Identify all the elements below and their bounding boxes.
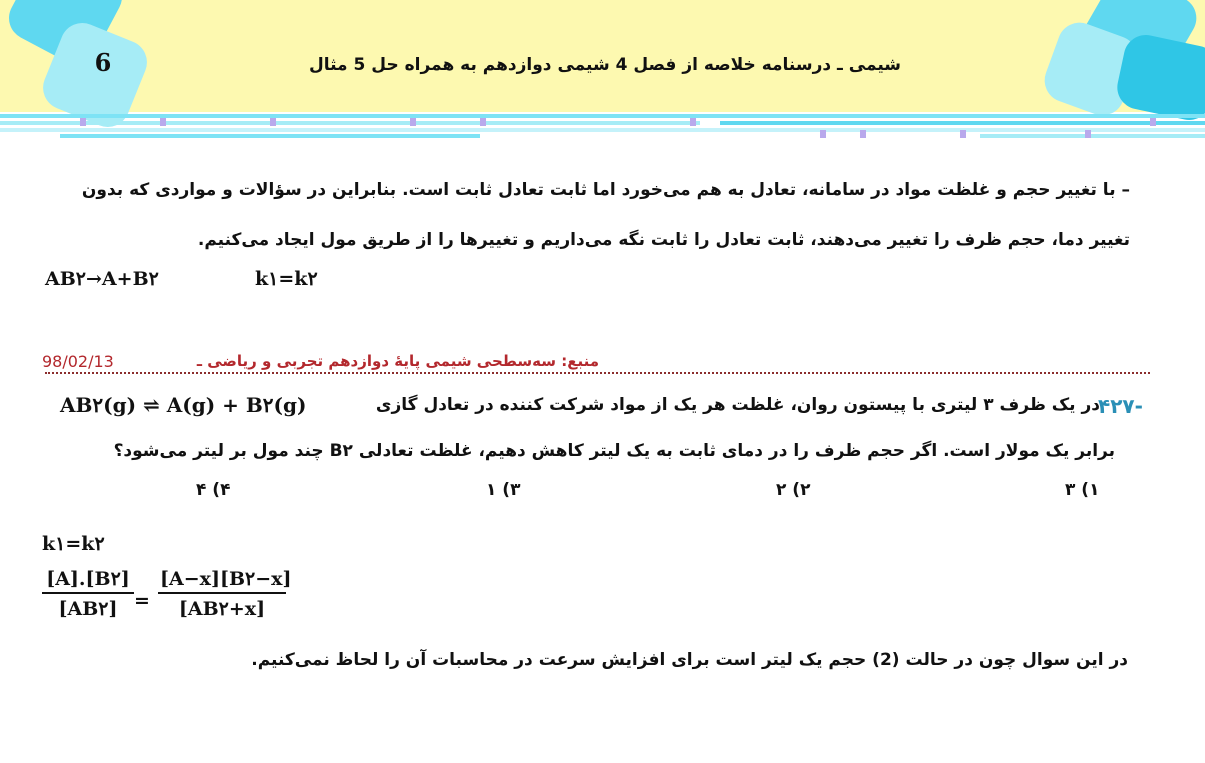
question-text-line1: در یک ظرف ۳ لیتری با پیستون روان، غلظت هر یک از مواد شرکت کننده در تعادل گازی [375, 395, 1100, 415]
question-number: ۴۲۷- [1098, 394, 1143, 418]
reaction-equation: AB۲→A+B۲ [45, 268, 159, 290]
page-number: 6 [94, 48, 112, 77]
fraction-right [158, 568, 292, 620]
page-header [0, 0, 1205, 112]
fraction-right-numerator: [A−x][B۲−x] [158, 568, 286, 594]
equals-sign: = [134, 590, 150, 612]
fraction-left [42, 568, 134, 620]
fraction-left-denominator: [AB۲] [58, 598, 118, 620]
k-equation: k۱=k۲ [255, 268, 318, 290]
source-date: 98/02/13 [42, 352, 114, 371]
source-divider [45, 372, 1150, 374]
option-3: ۳) ۱ [486, 480, 521, 500]
fraction-left-numerator: [A].[B۲] [42, 568, 134, 594]
k-equality: k۱=k۲ [42, 533, 105, 555]
page-title: شیمی ـ درسنامه خلاصه از فصل 4 شیمی دوازدهم به همراه حل 5 مثال [308, 55, 901, 75]
header-stripe-band [0, 112, 1205, 140]
equilibrium-equation: AB۲(g) ⇌ A(g) + B۲(g) [60, 393, 307, 417]
source-label: منبع: سه‌سطحی شیمی پایهٔ دوازدهم تجربی و ریاضی ـ [150, 352, 603, 370]
solution-note: در این سوال چون در حالت (2) حجم یک لیتر است برای افزایش سرعت در محاسبات آن را لحاظ نمی‌کنیم. [251, 650, 1128, 670]
decorative-shape [1113, 31, 1205, 124]
option-2: ۲) ۲ [776, 480, 811, 500]
fraction-right-denominator: [AB۲+x] [178, 598, 266, 620]
option-1: ۱) ۳ [1065, 480, 1100, 500]
question-text-line2: برابر یک مولار است. اگر حجم ظرف را در دمای ثابت به یک لیتر کاهش دهیم، غلظت تعادلی B۲ چند مول بر لیتر می‌شود؟ [113, 441, 1115, 461]
option-4: ۴) ۴ [196, 480, 231, 500]
explanation-paragraph: – با تغییر حجم و غلظت مواد در سامانه، تعادل به هم می‌خورد اما ثابت تعادل ثابت است. بنابراین در سؤالات و مواردی که بدون تغییر دما، حجم ظرف را تغییر می‌دهند، ثابت تعادل را ثابت نگه می‌داریم و تغییرها را از طریق مول ایجاد می‌کنیم. [81, 180, 1130, 250]
